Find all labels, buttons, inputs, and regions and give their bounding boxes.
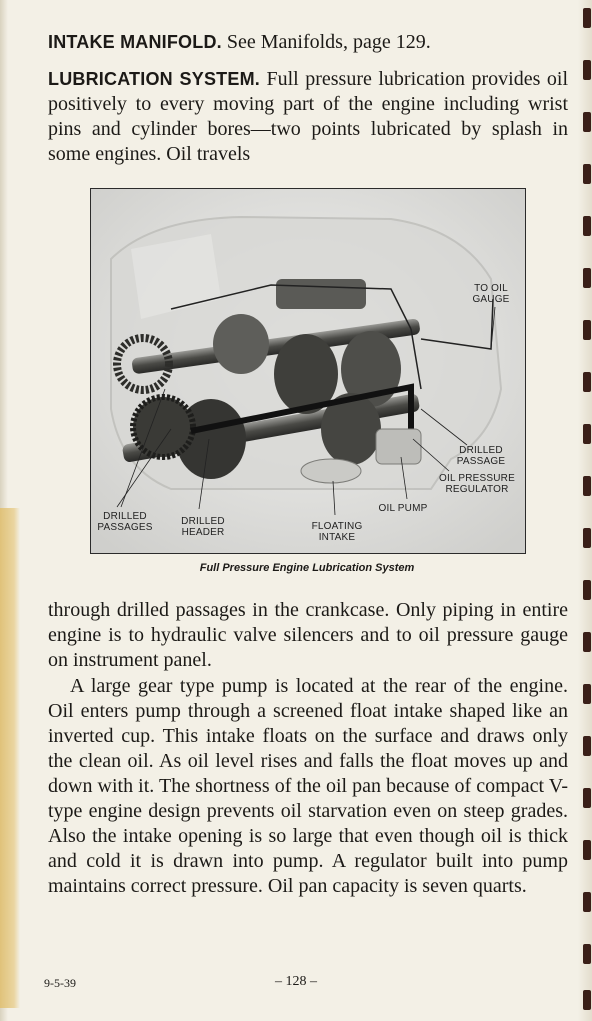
body-paragraph-1: through drilled passages in the crankcase. Only piping in entire engine is to hydraulic valve silencers and to oil pressure gauge on instrument panel.	[48, 599, 568, 671]
binding-ring	[583, 892, 591, 912]
label-drilled-header-line1: DRILLED	[181, 516, 225, 527]
binding-ring	[583, 476, 591, 496]
binding-ring	[583, 528, 591, 548]
binding-ring	[583, 268, 591, 288]
label-to-oil-gauge-line1: TO OIL	[474, 283, 508, 294]
binding-ring	[583, 580, 591, 600]
label-floating-intake-line1: FLOATING	[311, 521, 363, 532]
label-oil-pressure-regulator-line2: REGULATOR	[445, 484, 509, 495]
label-drilled-passages-line1: DRILLED	[103, 511, 147, 522]
intake-manifold-text: See Manifolds, page 129.	[226, 31, 431, 53]
label-oil-pump: OIL PUMP	[378, 503, 428, 514]
binding-ring	[583, 840, 591, 860]
binding-ring	[583, 684, 591, 704]
binding-ring	[583, 164, 591, 184]
body-paragraph-2: A large gear type pump is located at the rear of the engine. Oil enters pump through a screened float intake shaped like an inverted cup. This intake floats on the surface and draws only the clean oil. As oil level rises and falls the float moves up and down with it. The shortness of the oil pan because of compact V-type engine design prevents oil starvation even on steep grades. Also the intake opening is so large that even though oil is thick and cold it is drawn into pump. A regulator built into pump maintains correct pressure. Oil pan capacity is seven quarts.	[48, 675, 568, 897]
page-number: – 128 –	[275, 974, 317, 989]
top-text-block	[48, 30, 568, 167]
engine-illustration	[91, 189, 525, 553]
label-oil-pressure-regulator-line1: OIL PRESSURE	[439, 473, 515, 484]
binding-ring	[583, 788, 591, 808]
binding-ring	[583, 372, 591, 392]
binding-ring	[583, 8, 591, 28]
intake-manifold-heading: INTAKE MANIFOLD.	[48, 32, 222, 52]
binding-ring	[583, 944, 591, 964]
binding-ring	[583, 320, 591, 340]
lubrication-diagram	[90, 188, 526, 554]
label-to-oil-gauge-line2: GAUGE	[472, 294, 510, 305]
page-index-tab	[0, 508, 20, 1008]
binding-ring	[583, 632, 591, 652]
label-drilled-passage-line1: DRILLED	[459, 445, 503, 456]
spiral-binding	[578, 0, 592, 1021]
intake-manifold-entry	[48, 30, 568, 55]
lubrication-system-text: Full pressure lubrication provides oil positively to every moving part of the engine including wrist pins and cylinder bores—two points lubricated by splash in some engines. Oil travels	[48, 68, 569, 165]
lubrication-system-heading: LUBRICATION SYSTEM.	[48, 69, 260, 89]
binding-ring	[583, 424, 591, 444]
label-floating-intake-line2: INTAKE	[318, 532, 356, 543]
binding-ring	[583, 216, 591, 236]
figure-caption: Full Pressure Engine Lubrication System	[199, 562, 415, 574]
binding-ring	[583, 112, 591, 132]
label-drilled-passage-line2: PASSAGE	[456, 456, 506, 467]
body-text-block	[48, 598, 568, 899]
binding-ring	[583, 736, 591, 756]
label-drilled-passages-line2: PASSAGES	[97, 522, 153, 533]
binding-ring	[583, 990, 591, 1010]
binding-ring	[583, 60, 591, 80]
label-drilled-header-line2: HEADER	[181, 527, 225, 538]
lubrication-system-entry	[48, 67, 568, 167]
print-date: 9-5-39	[44, 976, 76, 990]
